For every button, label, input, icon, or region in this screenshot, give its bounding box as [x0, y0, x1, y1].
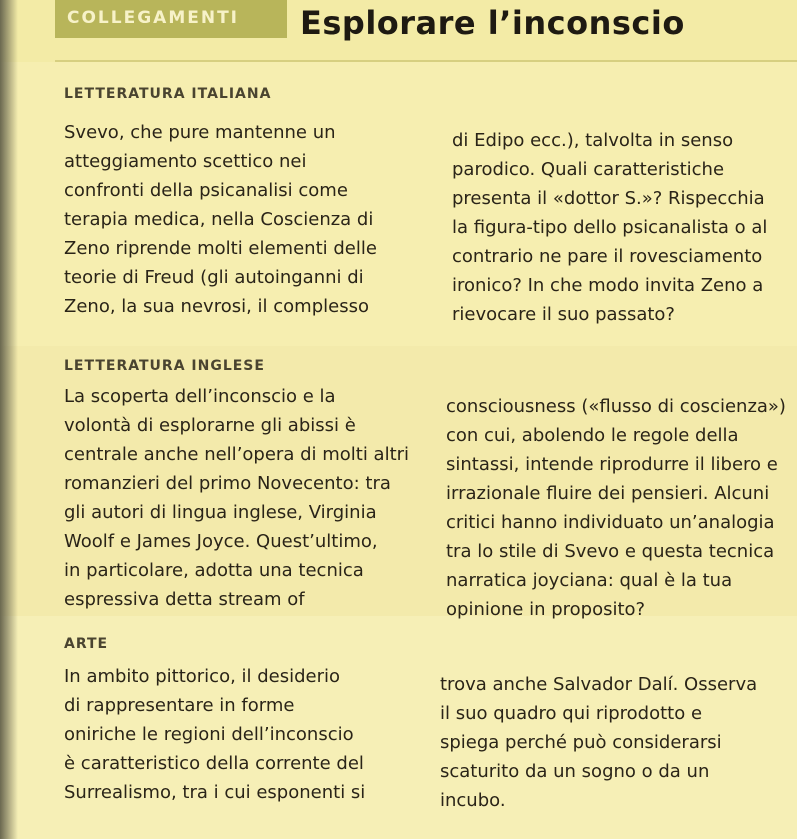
section-label-art: ARTE — [64, 636, 109, 652]
art-right-column: trova anche Salvador Dalí. Osserva il suo quadro qui riprodotto e spiega perché può considerarsi scaturito da un sogno o da un incubo. — [440, 674, 758, 811]
art-left-column: In ambito pittorico, il desiderio di rappresentare in forme oniriche le regioni dell’inconscio è caratteristico della corrente del Surrealismo, tra i cui esponenti si — [64, 666, 366, 803]
english-right-column: consciousness («flusso di coscienza») con cui, abolendo le regole della sintassi, intende riprodurre il libero e irrazionale fluire dei pensieri. Alcuni critici hanno individuato un’analogia tra lo stile di Svevo e questa tecnica narratica joyciana: qual è la tua opinione in proposito? — [446, 396, 786, 620]
section-label-italian: LETTERATURA ITALIANA — [64, 86, 272, 102]
section-label-english: LETTERATURA INGLESE — [64, 358, 265, 374]
page-edge-shadow — [0, 0, 18, 839]
italian-left-column: Svevo, che pure mantenne un atteggiamento scettico nei confronti della psicanalisi come terapia medica, nella Coscienza di Zeno riprende molti elementi delle teorie di Freud (gli autoinganni di Zeno, la sua nevrosi, il complesso — [64, 122, 377, 317]
page-title: Esplorare l’inconscio — [300, 4, 685, 42]
english-left-column: La scoperta dell’inconscio e la volontà di esplorarne gli abissi è centrale anche nell’opera di molti altri romanzieri del primo Novecento: tra gli autori di lingua inglese, Virginia Woolf e James Joyce. Quest’ultimo, in particolare, adotta una tecnica espressiva detta stream of — [64, 386, 410, 610]
collegamenti-tag: COLLEGAMENTI — [55, 0, 287, 38]
italian-right-column: di Edipo ecc.), talvolta in senso parodico. Quali caratteristiche presenta il «dottor S.»? Rispecchia la figura-tipo dello psicanalista o al contrario ne pare il rovesciamento ironico? In che modo invita Zeno a rievocare il suo passato? — [452, 130, 768, 325]
